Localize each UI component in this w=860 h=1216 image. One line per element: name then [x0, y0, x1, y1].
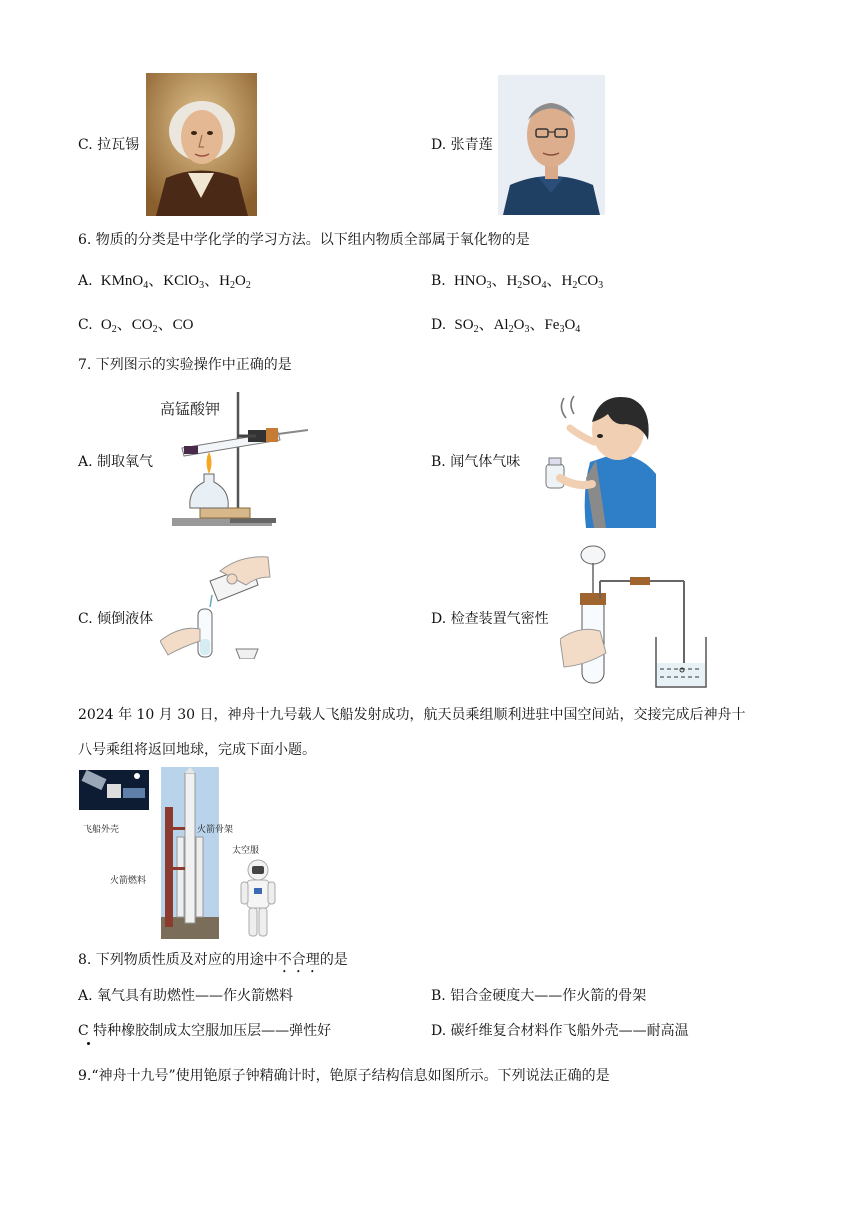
q7-option-b-label: B. 闻气体气味: [431, 454, 521, 470]
q6-d-formula: $SO_2$、$Al_2O_3$、$Fe_3O_4$: [450, 317, 581, 335]
figure-airtightness-check: [560, 545, 710, 690]
img-text-potassium-permanganate: 高锰酸钾: [160, 400, 221, 418]
photo-space-suit: [238, 858, 278, 940]
q7-option-c-label: C. 倾倒液体: [78, 611, 154, 627]
photo-spacecraft: [79, 770, 149, 810]
q8-option-b: B. 铝合金硬度大——作火箭的骨架: [431, 988, 647, 1004]
q6-b-formula: $HNO_3$、$H_2SO_4$、$H_2CO_3$: [450, 273, 604, 291]
q8-stem-post: 的是: [319, 952, 348, 968]
q6-a-formula: KMnO$_4$、KClO$_3$、$H_2O_2$: [97, 273, 251, 291]
label-rocket-fuel: 火箭燃料: [110, 876, 147, 886]
portrait-zhang-qinglian: [498, 75, 605, 215]
q5-option-c-label: C. 拉瓦锡: [78, 137, 140, 153]
q6-c-prefix: C.: [78, 317, 93, 333]
q6-option-b: [431, 271, 603, 291]
q7-option-d-label: D. 检查装置气密性: [431, 611, 549, 627]
q6-stem: 6. 物质的分类是中学化学的学习方法。以下组内物质全部属于氧化物的是: [78, 232, 530, 248]
q8-option-c-dot: [87, 1042, 90, 1045]
passage-line-1: 2024 年 10 月 30 日，神舟十九号载人飞船发射成功，航天员乘组顺利进驻中国空间站，交接完成后神舟十: [78, 707, 746, 723]
q8-stem: [78, 950, 348, 976]
passage-line-2: 八号乘组将返回地球，完成下面小题。: [78, 742, 316, 758]
q8-stem-emphasis: 不合理: [277, 952, 320, 968]
q6-b-prefix: B.: [431, 273, 446, 289]
q6-c-formula: $O_2$、$CO_2$、CO: [97, 317, 194, 335]
q9-stem: 9.“神舟十九号”使用铯原子钟精确计时，铯原子结构信息如图所示。下列说法正确的是: [78, 1068, 610, 1084]
q6-d-prefix: D.: [431, 317, 447, 333]
label-rocket-frame: 火箭骨架: [197, 825, 234, 835]
q8-stem-pre: 8. 下列物质性质及对应的用途中: [78, 952, 278, 968]
q8-option-d: D. 碳纤维复合材料作飞船外壳——耐高温: [431, 1023, 689, 1039]
q6-option-d: [431, 315, 580, 335]
q6-a-prefix: A.: [78, 273, 93, 289]
portrait-lavoisier: [146, 73, 257, 216]
q5-option-d-label: D. 张青莲: [431, 137, 493, 153]
figure-oxygen-preparation: [160, 390, 310, 530]
q7-option-a-label: A. 制取氧气: [78, 454, 154, 470]
photo-rocket: [161, 767, 219, 939]
figure-smell-gas: [530, 392, 656, 528]
figure-pour-liquid: [160, 555, 272, 659]
label-space-suit: 太空服: [232, 846, 260, 856]
q6-option-c: [78, 315, 193, 335]
q8-option-c: C 特种橡胶制成太空服加压层——弹性好: [78, 1023, 332, 1039]
q7-stem: 7. 下列图示的实验操作中正确的是: [78, 357, 292, 373]
label-ship-shell: 飞船外壳: [83, 825, 120, 835]
q6-option-a: [78, 271, 251, 291]
q8-option-a: A. 氧气具有助燃性——作火箭燃料: [78, 988, 294, 1004]
